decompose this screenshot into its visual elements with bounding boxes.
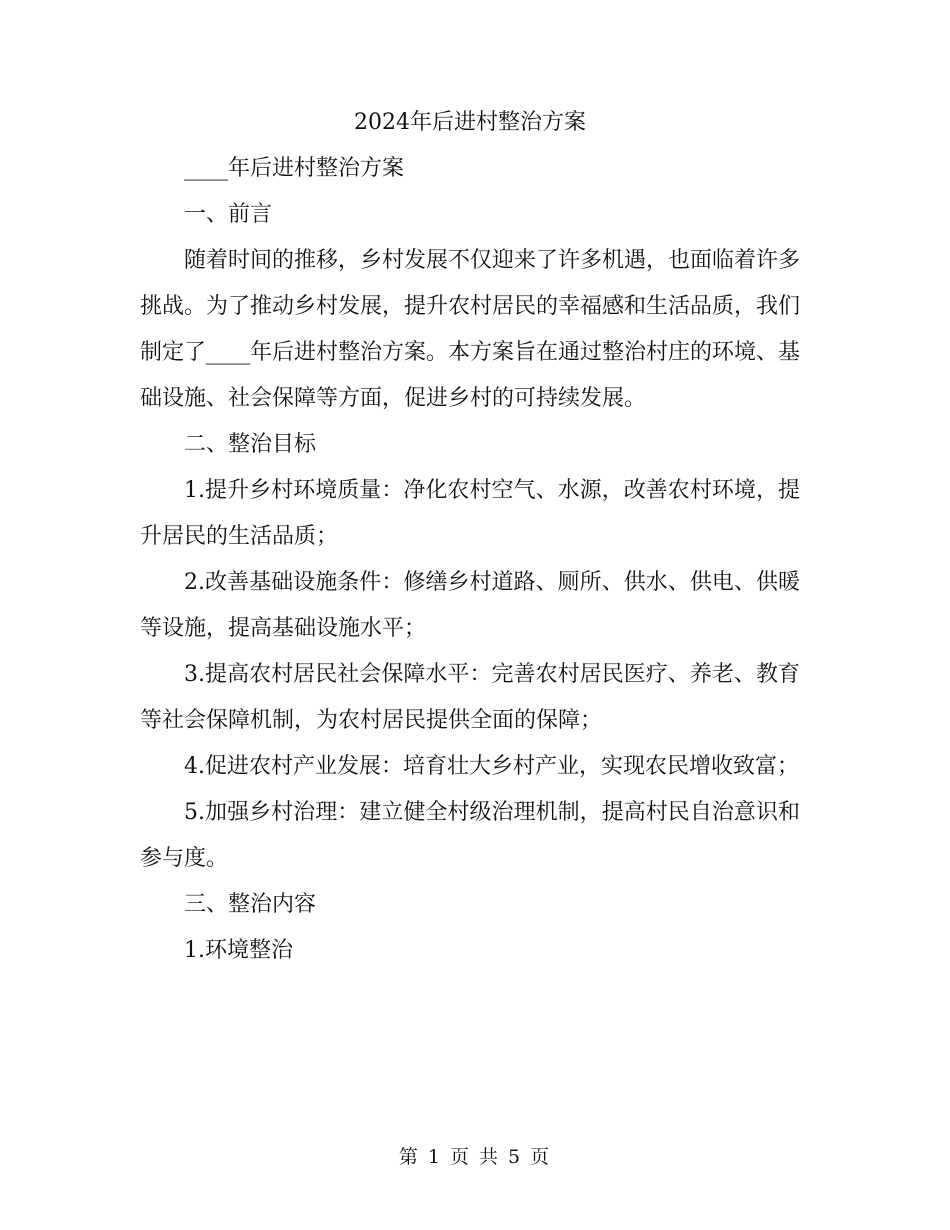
document-title: 2024年后进村整治方案 [354,110,586,135]
section-heading-goals: 二、整治目标 [184,432,317,457]
goal-item-1: 1.提升乡村环境质量：净化农村空气、水源，改善农村环境，提升居民的生活品质； [140,478,800,549]
document-body [140,100,800,974]
goal-item-3: 3.提高农村居民社会保障水平：完善农村居民医疗、养老、教育等社会保障机制，为农村居民提供全面的保障； [140,662,800,733]
goal-item-4: 4.促进农村产业发展：培育壮大乡村产业，实现农民增收致富； [184,754,799,779]
goal-item-2: 2.改善基础设施条件：修缮乡村道路、厕所、供水、供电、供暖等设施，提高基础设施水平； [140,570,800,641]
section-heading-content: 三、整治内容 [184,892,317,917]
section-heading-preface: 一、前言 [184,202,273,227]
paragraph-subtitle: ____年后进村整治方案 [184,156,405,181]
goal-item-5: 5.加强乡村治理：建立健全村级治理机制，提高村民自治意识和参与度。 [140,800,800,871]
page-number-footer: 第 1 页 共 5 页 [398,1146,552,1168]
paragraph-preface-body: 随着时间的推移，乡村发展不仅迎来了许多机遇，也面临着许多挑战。为了推动乡村发展，提升农村居民的幸福感和生活品质，我们制定了____年后进村整治方案。本方案旨在通过整治村庄的环境、基础设施、社会保障等方面，促进乡村的可持续发展。 [140,248,801,411]
content-item-1: 1.环境整治 [184,938,293,963]
